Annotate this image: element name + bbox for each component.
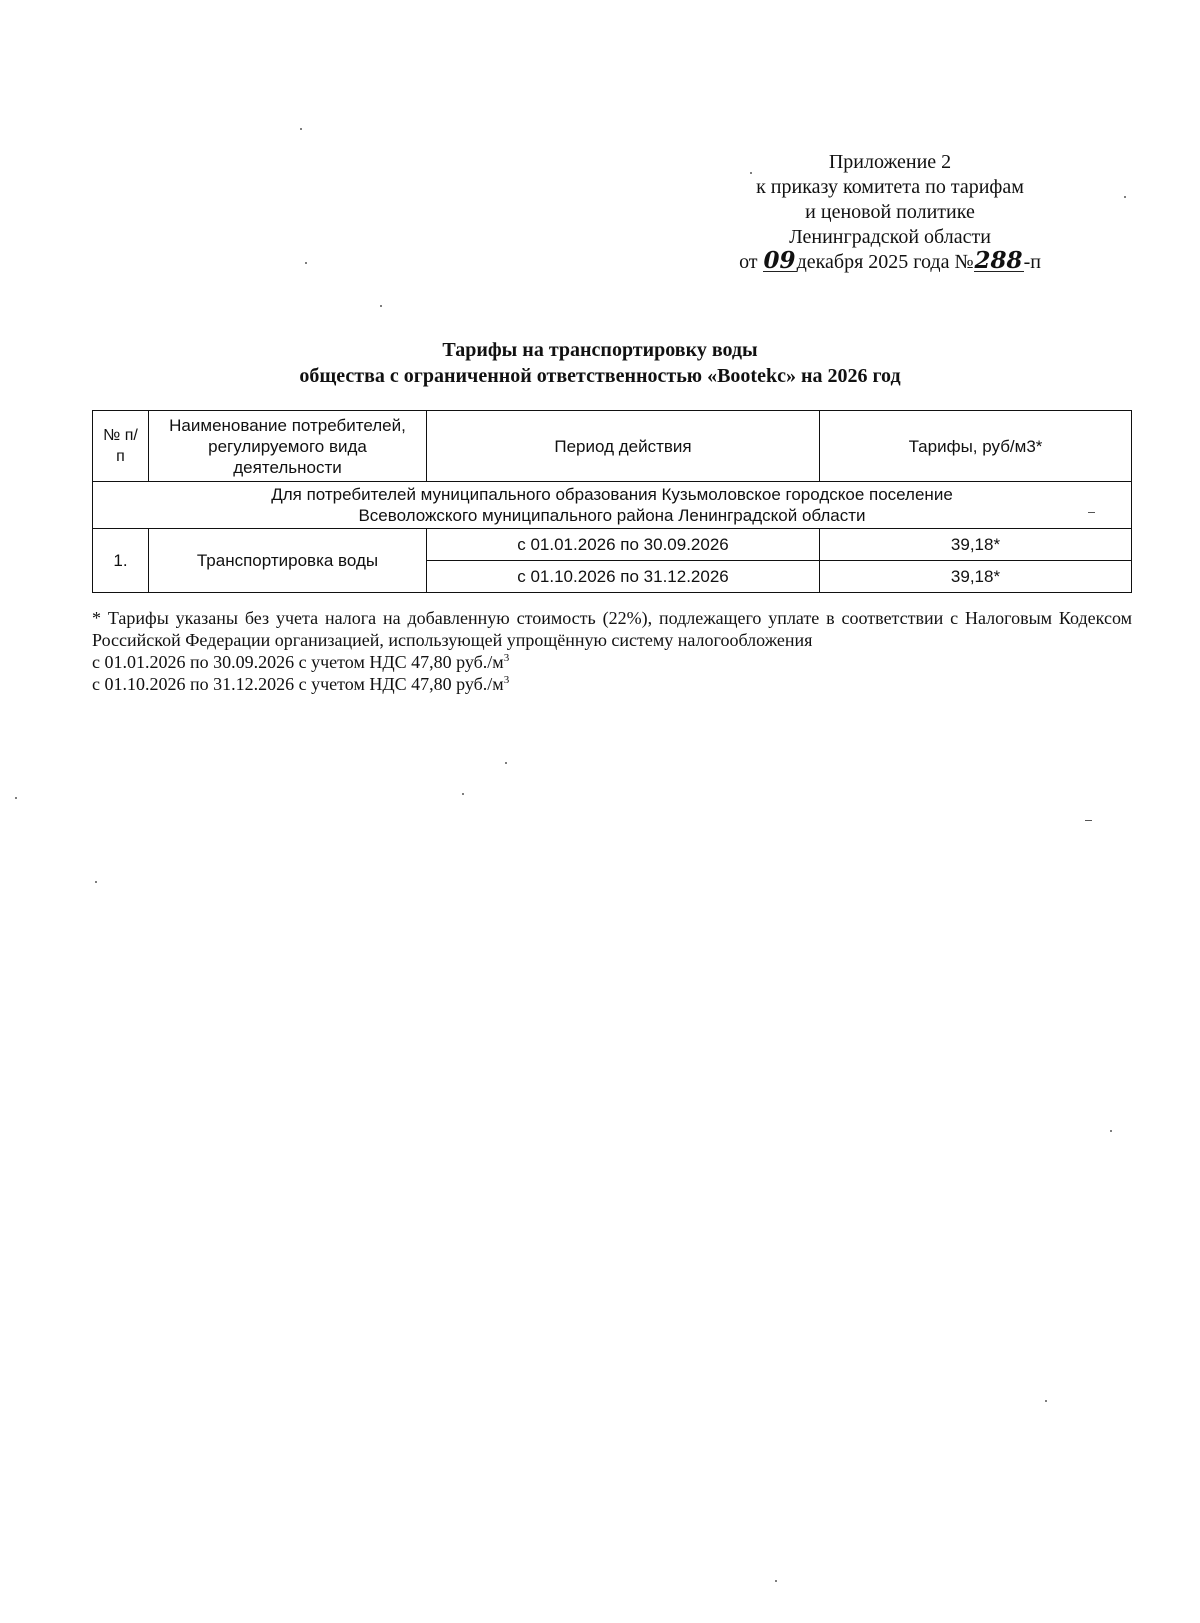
nds-line-2-unit-power: 3: [503, 674, 510, 686]
group-line-1: Для потребителей муниципального образования Кузьмоловское городское поселение: [271, 485, 953, 504]
footnote-block: [92, 607, 1132, 695]
scan-speck: [1045, 1400, 1047, 1402]
scan-speck: [95, 881, 97, 883]
document-title: [100, 337, 1100, 389]
group-line-2: Всеволожского муниципального района Ленинградской области: [358, 506, 866, 525]
order-reference-line-3: Ленинградской области: [789, 226, 991, 248]
order-date-line: [690, 247, 1090, 275]
scan-speck: [505, 762, 507, 764]
header-cell-tariff: Тарифы, руб/м3*: [820, 411, 1132, 482]
order-reference-line-2: и ценовой политике: [805, 201, 975, 223]
footnote-text: * Тарифы указаны без учета налога на добавленную стоимость (22%), подлежащего уплате в соответствии с Налоговым Кодексом Российской Федерации организацией, использующей упрощённую систему налогообложения: [92, 608, 1132, 650]
scan-speck: [1124, 196, 1126, 198]
row-tariff-cell: 39,18*: [820, 561, 1132, 593]
row-period-cell: с 01.10.2026 по 31.12.2026: [427, 561, 820, 593]
row-num-cell: 1.: [93, 529, 149, 593]
header-cell-num: № п/п: [93, 411, 149, 482]
order-number-suffix: -п: [1023, 251, 1041, 273]
table-row: [93, 529, 1132, 561]
document-title-line-2: общества с ограниченной ответственностью «Вootekс» на 2026 год: [299, 365, 901, 387]
scan-speck: [1110, 1130, 1112, 1132]
row-tariff-cell: 39,18*: [820, 529, 1132, 561]
scan-speck: [300, 128, 302, 130]
scan-speck: [15, 797, 17, 799]
row-name-cell: Транспортировка воды: [149, 529, 427, 593]
scan-mark: [1088, 512, 1095, 513]
scan-speck: [380, 305, 382, 307]
order-day-handwritten: 09: [763, 247, 796, 274]
order-month-year: декабря 2025 года №: [796, 251, 974, 273]
row-period-cell: с 01.01.2026 по 30.09.2026: [427, 529, 820, 561]
scan-speck: [775, 1580, 777, 1582]
appendix-header: [690, 150, 1090, 275]
nds-line-1: [92, 651, 1132, 673]
scan-speck: [305, 262, 307, 264]
nds-line-2-text: с 01.10.2026 по 31.12.2026 с учетом НДС 47,80 руб./м: [92, 674, 504, 694]
order-date-prefix: от: [739, 251, 758, 273]
appendix-label: Приложение 2: [828, 151, 952, 173]
order-reference-line-1: к приказу комитета по тарифам: [756, 176, 1024, 198]
scan-speck: [750, 172, 752, 174]
scan-mark: [1085, 820, 1092, 821]
header-cell-name: Наименование потребителей, регулируемого вида деятельности: [149, 411, 427, 482]
table-header-row: [93, 411, 1132, 482]
header-cell-period: Период действия: [427, 411, 820, 482]
tariffs-table: [92, 410, 1132, 593]
document-title-line-1: Тарифы на транспортировку воды: [442, 339, 758, 361]
nds-line-1-unit-power: 3: [503, 652, 510, 664]
nds-line-1-text: с 01.01.2026 по 30.09.2026 с учетом НДС 47,80 руб./м: [92, 652, 504, 672]
order-number-handwritten: 288: [974, 247, 1023, 274]
table-group-row: [93, 482, 1132, 529]
nds-line-2: [92, 673, 1132, 695]
scan-speck: [462, 793, 464, 795]
group-cell: [93, 482, 1132, 529]
